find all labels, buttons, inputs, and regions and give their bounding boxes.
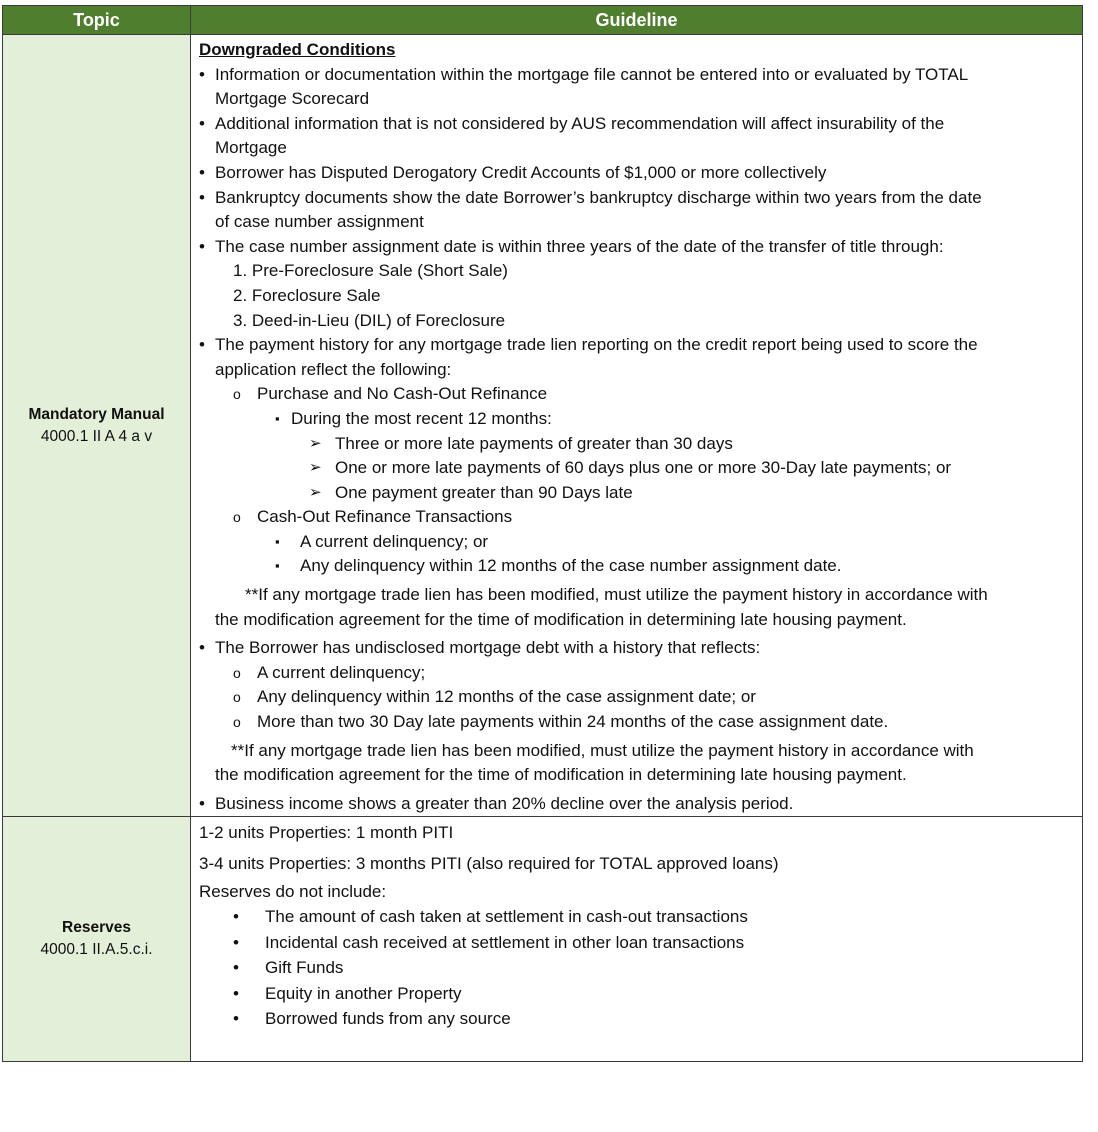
topic-reference: 4000.1 II A 4 a v	[40, 427, 153, 445]
modification-note-continuation: the modification agreement for the time of modification in determining late housing payment.	[215, 609, 907, 629]
numbered-item: 3. Deed-in-Lieu (DIL) of Foreclosure	[233, 310, 506, 330]
bullet-item: • Information or documentation within the mortgage file cannot be entered into or evaluated by TOTAL	[199, 63, 1082, 88]
arrow-bullet-item: ➢ One or more late payments of 60 days plus one or more 30-Day late payments; or	[199, 456, 1082, 481]
arrow-bullet-item: ➢ Three or more late payments of greater than 30 days	[199, 432, 1082, 457]
topic-reference: 4000.1 II.A.5.c.i.	[40, 941, 153, 959]
reserves-line: 3-4 units Properties: 3 months PITI (also required for TOTAL approved loans)	[199, 854, 779, 873]
numbered-item: 1. Pre-Foreclosure Sale (Short Sale)	[233, 261, 508, 281]
bullet-item: • Borrower has Disputed Derogatory Credit Accounts of $1,000 or more collectively	[199, 161, 1082, 186]
guideline-cell-reserves	[191, 817, 1083, 1062]
bullet-continuation: Mortgage Scorecard	[215, 89, 370, 109]
guideline-cell-downgraded-conditions	[191, 35, 1083, 817]
reserves-exclusion-item: • The amount of cash taken at settlement in cash-out transactions	[199, 904, 1082, 930]
topic-column-header: Topic	[3, 6, 191, 35]
bullet-item: • Additional information that is not considered by AUS recommendation will affect insurability of the	[199, 112, 1082, 137]
reserves-exclusion-item: • Incidental cash received at settlement in other loan transactions	[199, 930, 1082, 956]
modification-note: **If any mortgage trade lien has been modified, must utilize the payment history in accordance with	[245, 585, 988, 605]
arrow-bullet-item: ➢ One payment greater than 90 Days late	[199, 481, 1082, 506]
numbered-item: 2. Foreclosure Sale	[233, 285, 381, 305]
guideline-column-header: Guideline	[191, 6, 1083, 35]
sub-bullet-item: o Purchase and No Cash-Out Refinance	[199, 382, 1082, 407]
reserves-exclusion-item: • Gift Funds	[199, 955, 1082, 981]
modification-note-continuation: the modification agreement for the time of modification in determining late housing payment.	[215, 765, 907, 785]
square-bullet-item: ▪ During the most recent 12 months:	[199, 407, 1082, 432]
modification-note: **If any mortgage trade lien has been modified, must utilize the payment history in accordance with	[231, 740, 974, 760]
table-row	[3, 35, 1083, 817]
topic-title: Reserves	[62, 919, 131, 937]
bullet-item: • The Borrower has undisclosed mortgage debt with a history that reflects:	[199, 636, 1082, 661]
sub-bullet-item: o Any delinquency within 12 months of the case assignment date; or	[199, 685, 1082, 710]
square-bullet-item: ▪ A current delinquency; or	[199, 530, 1082, 555]
square-bullet-item: ▪ Any delinquency within 12 months of the case number assignment date.	[199, 554, 1082, 579]
bullet-continuation: Mortgage	[215, 138, 287, 158]
bullet-item: • The case number assignment date is within three years of the date of the transfer of title through:	[199, 235, 1082, 260]
guidelines-table	[2, 5, 1083, 1062]
section-heading: Downgraded Conditions	[199, 40, 396, 59]
sub-bullet-item: o More than two 30 Day late payments within 24 months of the case assignment date.	[199, 710, 1082, 735]
table-row	[3, 817, 1083, 1062]
bullet-continuation: application reflect the following:	[215, 359, 452, 379]
reserves-exclusion-item: • Borrowed funds from any source	[199, 1006, 1082, 1032]
bullet-item: • Business income shows a greater than 20% decline over the analysis period.	[199, 792, 1082, 817]
topic-cell-mandatory-manual	[3, 35, 191, 817]
bullet-item: • Bankruptcy documents show the date Borrower’s bankruptcy discharge within two years from the date	[199, 186, 1082, 211]
reserves-exclusion-item: • Equity in another Property	[199, 981, 1082, 1007]
bullet-item: • The payment history for any mortgage trade lien reporting on the credit report being used to score the	[199, 333, 1082, 358]
topic-cell-reserves	[3, 817, 191, 1062]
sub-bullet-item: o Cash-Out Refinance Transactions	[199, 505, 1082, 530]
reserves-line: 1-2 units Properties: 1 month PITI	[199, 823, 454, 843]
table-header-row	[3, 6, 1083, 35]
topic-title: Mandatory Manual	[28, 405, 165, 423]
reserves-line: Reserves do not include:	[199, 881, 387, 901]
sub-bullet-item: o A current delinquency;	[199, 661, 1082, 686]
bullet-continuation: of case number assignment	[215, 212, 424, 232]
